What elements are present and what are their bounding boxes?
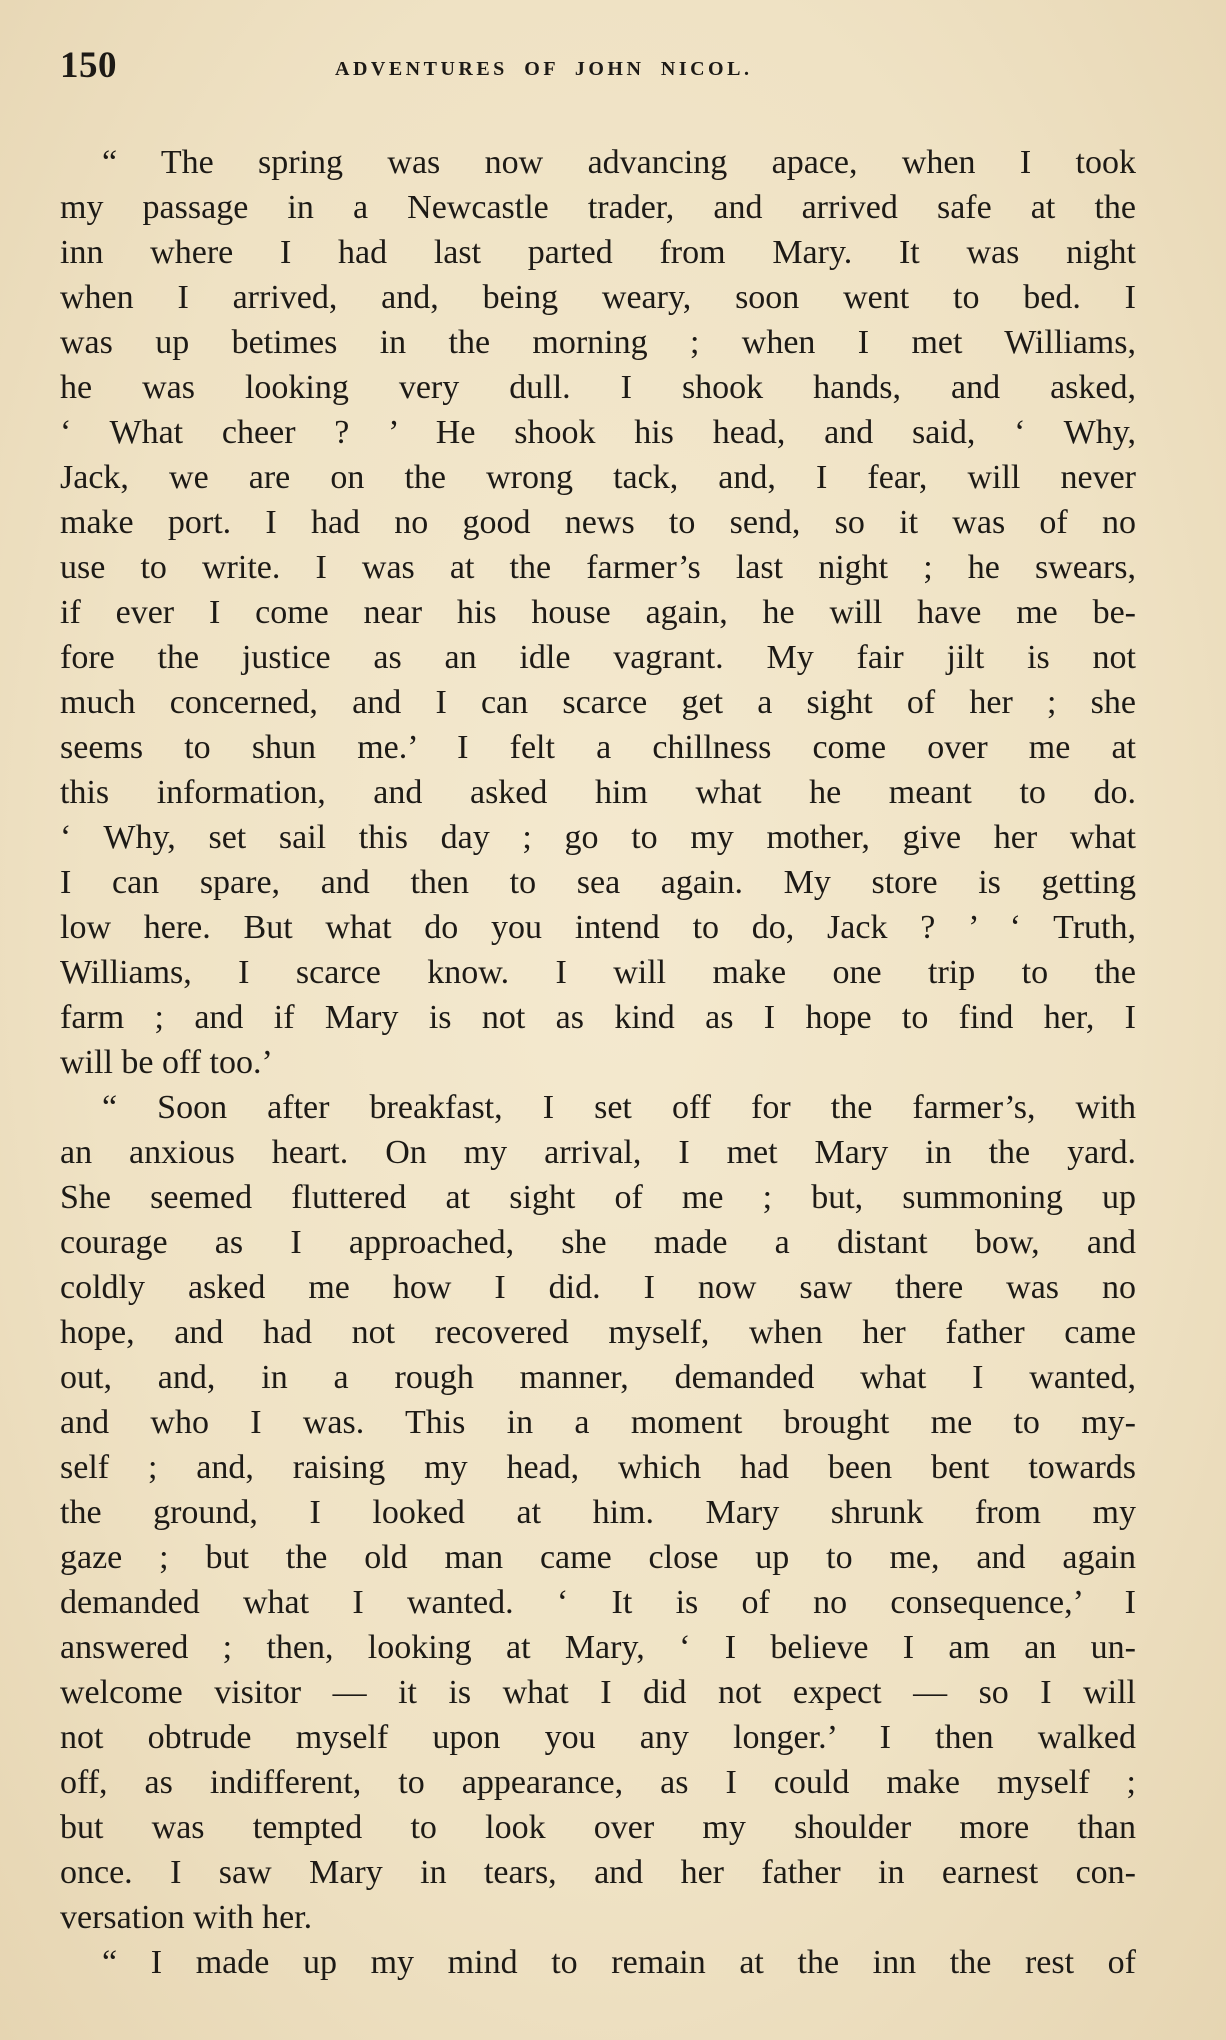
text-line: self ; and, raising my head, which had been bent towards	[60, 1449, 1136, 1486]
text-line: seems to shun me.’ I felt a chillness come over me at	[60, 729, 1136, 766]
text-line: this information, and asked him what he meant to do.	[60, 774, 1136, 811]
text-line: answered ; then, looking at Mary, ‘ I believe I am an un-	[60, 1629, 1136, 1666]
text-line: much concerned, and I can scarce get a sight of her ; she	[60, 684, 1136, 721]
text-line: “ I made up my mind to remain at the inn the rest of	[102, 1944, 1136, 1981]
text-line: demanded what I wanted. ‘ It is of no consequence,’ I	[60, 1584, 1136, 1621]
text-line: when I arrived, and, being weary, soon went to bed. I	[60, 279, 1136, 316]
text-line: “ Soon after breakfast, I set off for the farmer’s, with	[102, 1089, 1136, 1126]
text-line: farm ; and if Mary is not as kind as I hope to find her, I	[60, 999, 1136, 1036]
page-number: 150	[60, 45, 117, 86]
text-line: will be off too.’	[60, 1044, 273, 1081]
text-line: the ground, I looked at him. Mary shrunk from my	[60, 1494, 1136, 1531]
text-line: I can spare, and then to sea again. My store is getting	[60, 864, 1136, 901]
text-line: and who I was. This in a moment brought me to my-	[60, 1404, 1136, 1441]
text-line: courage as I approached, she made a distant bow, and	[60, 1224, 1136, 1261]
text-line: if ever I come near his house again, he will have me be-	[60, 594, 1136, 631]
text-line: was up betimes in the morning ; when I met Williams,	[60, 324, 1136, 361]
text-line: once. I saw Mary in tears, and her father in earnest con-	[60, 1854, 1136, 1891]
text-line: ‘ Why, set sail this day ; go to my mother, give her what	[60, 819, 1136, 856]
text-line: low here. But what do you intend to do, Jack ? ’ ‘ Truth,	[60, 909, 1136, 946]
text-line: fore the justice as an idle vagrant. My fair jilt is not	[60, 639, 1136, 676]
text-line: my passage in a Newcastle trader, and arrived safe at the	[60, 189, 1136, 226]
text-line: Williams, I scarce know. I will make one trip to the	[60, 954, 1136, 991]
text-line: She seemed fluttered at sight of me ; but, summoning up	[60, 1179, 1136, 1216]
text-line: he was looking very dull. I shook hands, and asked,	[60, 369, 1136, 406]
text-line: gaze ; but the old man came close up to me, and again	[60, 1539, 1136, 1576]
text-line: inn where I had last parted from Mary. It was night	[60, 234, 1136, 271]
text-line: coldly asked me how I did. I now saw there was no	[60, 1269, 1136, 1306]
body-text	[60, 140, 1136, 1985]
text-line: make port. I had no good news to send, so it was of no	[60, 504, 1136, 541]
text-line: use to write. I was at the farmer’s last night ; he swears,	[60, 549, 1136, 586]
text-line: but was tempted to look over my shoulder more than	[60, 1809, 1136, 1846]
running-head	[60, 44, 1140, 94]
text-line: an anxious heart. On my arrival, I met Mary in the yard.	[60, 1134, 1136, 1171]
running-title: ADVENTURES OF JOHN NICOL.	[335, 58, 753, 80]
text-line: off, as indifferent, to appearance, as I could make myself ;	[60, 1764, 1136, 1801]
text-line: out, and, in a rough manner, demanded what I wanted,	[60, 1359, 1136, 1396]
text-line: not obtrude myself upon you any longer.’ I then walked	[60, 1719, 1136, 1756]
text-line: Jack, we are on the wrong tack, and, I fear, will never	[60, 459, 1136, 496]
text-line: versation with her.	[60, 1899, 313, 1936]
text-line: ‘ What cheer ? ’ He shook his head, and said, ‘ Why,	[60, 414, 1136, 451]
text-line: welcome visitor — it is what I did not expect — so I will	[60, 1674, 1136, 1711]
text-line: hope, and had not recovered myself, when her father came	[60, 1314, 1136, 1351]
text-line: “ The spring was now advancing apace, when I took	[102, 144, 1136, 181]
